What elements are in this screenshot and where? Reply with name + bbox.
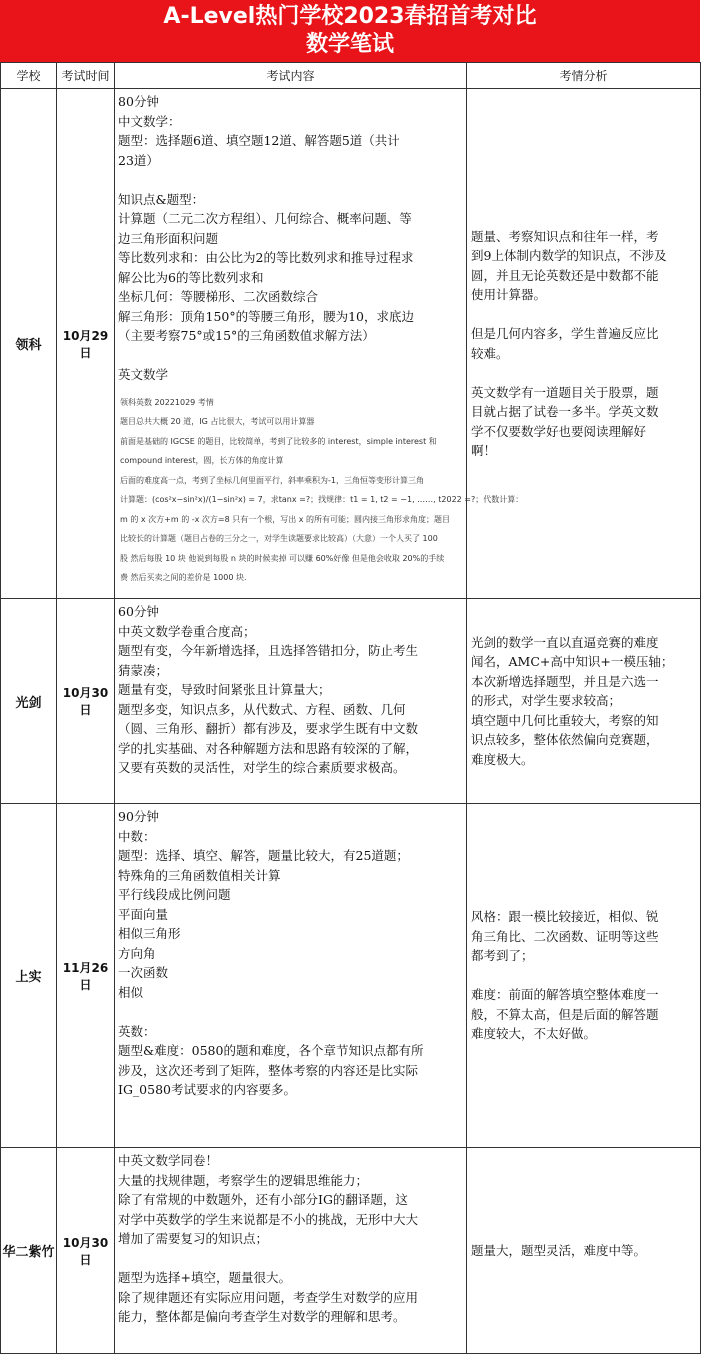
text-line: 题型：选择题6道、填空题12道、解答题5道（共计 [118, 133, 400, 148]
text-line [471, 305, 696, 325]
text-line: 80分钟 [118, 94, 159, 109]
text-line: 中英文数学同卷！ [118, 1153, 219, 1168]
text-line: 坐标几何：等腰梯形、二次函数综合 [118, 289, 319, 304]
text-line: 题目总共大概 20 道，IG 占比很大，考试可以用计算器 [120, 417, 315, 426]
text-line: 除了有常规的中数题外，还有小部分IG的翻译题，这 [118, 1192, 408, 1207]
text-line: 一次函数 [118, 965, 169, 980]
text-line: 边三角形面积问题 [118, 230, 219, 246]
school-cell: 领科 [1, 89, 57, 599]
text-line: 增加了需要复习的知识点； [118, 1231, 269, 1246]
text-line: 题量大，题型灵活，难度中等。 [471, 1242, 647, 1258]
header-analysis: 考情分析 [467, 63, 701, 89]
text-line: 后面的难度高一点，考到了坐标几何里面平行，斜率乘积为-1，三角恒等变形计算三角 [120, 475, 424, 485]
text-line: 光剑的数学一直以直逼竞赛的难度 [471, 634, 659, 650]
content-cell [115, 804, 467, 1148]
date-cell: 10月30日 [57, 1148, 115, 1354]
text-line: 题量有变，导致时间紧张且计算量大； [118, 682, 331, 697]
text-line: 但是几何内容多，学生普遍反应比 [471, 326, 659, 341]
header-date: 考试时间 [57, 63, 115, 89]
text-line: 又要有英数的灵活性，对学生的综合素质要求极高。 [118, 760, 406, 775]
date-cell: 10月30日 [57, 599, 115, 804]
text-line [118, 1249, 463, 1269]
text-line: 计算题：(cos²x−sin²x)/(1−sin²x) = 7，求tanx =?；找规律：t1 = 1, t2 = −1, ……, t2022 =?；代数计算： [120, 495, 524, 504]
text-line: m 的 x 次方+m 的 -x 次方=8 只有一个根，写出 x 的所有可能；圆内接三角形求角度；题目 [120, 514, 451, 524]
title-line-2: 数学笔试 [305, 32, 394, 57]
table-row [1, 1148, 701, 1354]
text-line: 前面是基础的 IGCSE 的题目，比较简单，考到了比较多的 interest，simple interest 和 [120, 436, 437, 446]
text-line [471, 966, 696, 986]
content-cell [115, 1148, 467, 1354]
text-line: 领科英数 20221029 考情 [120, 397, 214, 407]
text-line: 风格：跟一模比较接近，相似、锐 [471, 909, 659, 925]
header-school: 学校 [1, 63, 57, 89]
text-line: 特殊角的三角函数值相关计算 [118, 867, 281, 883]
text-line: 费 然后买卖之间的差价是 1000 块. [120, 573, 247, 582]
text-line: 题型为选择+填空，题量很大。 [118, 1270, 291, 1285]
text-line: 的形式，对学生要求较高； [471, 693, 622, 709]
text-line: 闻名，AMC+高中知识+一模压轴； [471, 654, 674, 670]
comparison-table [0, 62, 701, 1354]
date-cell: 10月29日 [57, 89, 115, 599]
text-line: （圆、三角形、翻折）都有涉及，要求学生既有中文数 [118, 721, 419, 736]
text-line: 英文数学有一道题目关于股票，题 [471, 384, 659, 400]
text-line: 解三角形：顶角150°的等腰三角形，腰为10，求底边 [118, 308, 415, 324]
school-cell: 上实 [1, 804, 57, 1148]
text-line: 大量的找规律题，考察学生的逻辑思维能力； [118, 1172, 369, 1188]
text-line: IG_0580考试要求的内容要多。 [118, 1082, 296, 1097]
text-line: 学不仅要数学好也要阅读理解好 [471, 423, 647, 439]
text-line: 识点较多，整体依然偏向竞赛题， [471, 732, 659, 748]
title-line-1: A-Level热门学校2023春招首考对比 [163, 4, 537, 29]
text-line: 计算题（二元二次方程组）、几何综合、概率问题、等 [118, 211, 412, 226]
text-line [118, 1002, 463, 1022]
text-line: 60分钟 [118, 604, 159, 619]
header-row [1, 63, 701, 89]
table-row [1, 804, 701, 1148]
text-line: 使用计算器。 [471, 287, 547, 302]
text-line: 23道） [118, 152, 159, 168]
analysis-cell [467, 804, 701, 1148]
text-line: 填空题中几何比重较大，考察的知 [471, 712, 659, 728]
text-line: compound interest，圆，长方体的角度计算 [120, 456, 284, 465]
text-line: 平行线段成比例问题 [118, 887, 231, 902]
text-line: 股 然后每股 10 块 他说到每股 n 块的时候卖掉 可以赚 60%好像 但是他会收取 20%的手续 [120, 553, 445, 563]
school-cell: 光剑 [1, 599, 57, 804]
date-cell: 11月26日 [57, 804, 115, 1148]
text-line: 中文数学： [118, 113, 181, 129]
text-line: 平面向量 [118, 906, 169, 922]
content-lines [118, 92, 463, 385]
text-line: 到9上体制内数学的知识点，不涉及 [471, 248, 667, 263]
text-line: 比较长的计算题（题目占卷的三分之一，对学生读题要求比较高）（大意）一个人买了 100 [120, 534, 438, 543]
text-line: 目就占据了试卷一多半。学英文数 [471, 404, 659, 419]
text-line: 啊！ [471, 443, 497, 458]
text-line: 英数： [118, 1023, 156, 1039]
text-line [118, 170, 463, 190]
text-line: 题型&难度：0580的题和难度，各个章节知识点都有所 [118, 1043, 424, 1058]
text-line: 方向角 [118, 945, 156, 961]
text-line: 角三角比、二次函数、证明等这些 [471, 928, 659, 944]
text-line: 英文数学 [118, 367, 169, 382]
text-line: 90分钟 [118, 809, 159, 824]
text-line: 知识点&题型： [118, 191, 205, 207]
text-line: 都考到了； [471, 948, 534, 964]
text-line: 题型：选择、填空、解答，题量比较大，有25道题； [118, 848, 409, 863]
text-line: 能力，整体都是偏向考查学生对数学的理解和思考。 [118, 1309, 406, 1324]
analysis-cell [467, 89, 701, 599]
text-line: 解公比为6的等比数列求和 [118, 269, 264, 285]
text-line: 等比数列求和：由公比为2的等比数列求和推导过程求 [118, 250, 414, 265]
text-line: 相似三角形 [118, 926, 181, 941]
text-line: 难度较大，不太好做。 [471, 1026, 597, 1042]
text-line: 除了规律题还有实际应用问题，考查学生对数学的应用 [118, 1289, 419, 1305]
text-line: 题量、考察知识点和往年一样，考 [471, 228, 659, 244]
text-line: 难度极大。 [471, 751, 534, 767]
text-line: 般，不算太高，但是后面的解答题 [471, 1006, 659, 1022]
table-row [1, 599, 701, 804]
text-line: 圆，并且无论英数还是中数都不能 [471, 267, 659, 283]
text-line: 题型多变，知识点多，从代数式、方程、函数、几何 [118, 701, 406, 717]
title-banner [0, 0, 700, 62]
text-line [118, 346, 463, 366]
text-line: 中数： [118, 828, 156, 844]
text-line: 题型有变，今年新增选择，且选择答错扣分，防止考生 [118, 643, 419, 658]
text-line: 本次新增选择题型，并且是六选一 [471, 673, 659, 689]
table-row [1, 89, 701, 599]
scanned-notes [118, 397, 524, 592]
content-cell [115, 599, 467, 804]
text-line: 难度：前面的解答填空整体难度一 [471, 987, 659, 1003]
text-line: 对学中英数学的学生来说都是不小的挑战，无形中大大 [118, 1211, 419, 1227]
text-line: （主要考察75°或15°的三角函数值求解方法） [118, 328, 375, 343]
analysis-cell [467, 1148, 701, 1354]
analysis-cell [467, 599, 701, 804]
text-line: 涉及，这次还考到了矩阵，整体考察的内容还是比实际 [118, 1062, 419, 1078]
school-cell: 华二紫竹 [1, 1148, 57, 1354]
text-line: 中英文数学卷重合度高； [118, 623, 256, 639]
text-line: 相似 [118, 984, 144, 1000]
text-line: 学的扎实基础、对各种解题方法和思路有较深的了解， [118, 740, 419, 756]
header-content: 考试内容 [115, 63, 467, 89]
text-line: 猜蒙凑； [118, 662, 169, 678]
text-line: 较难。 [471, 345, 509, 361]
text-line [471, 363, 696, 383]
